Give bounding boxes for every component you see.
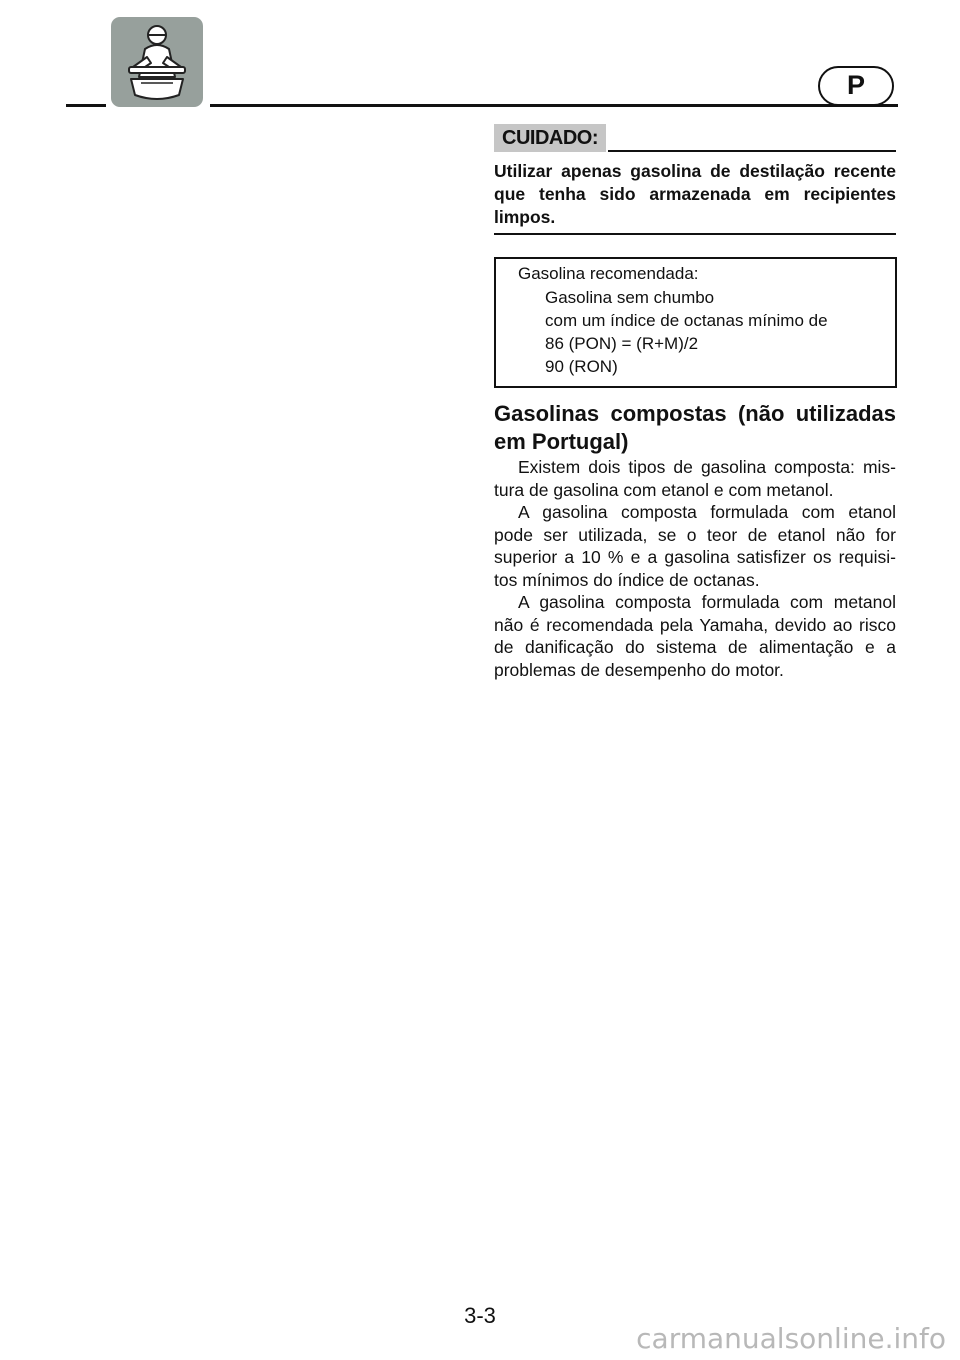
spec-line: com um índice de octanas mínimo de — [545, 311, 828, 330]
spec-title: Gasolina recomendada: — [518, 264, 699, 283]
caution-rule — [608, 150, 896, 152]
page-number: 3-3 — [464, 1303, 496, 1328]
watermark: carmanualsonline.info — [636, 1322, 946, 1355]
caution-label: CUIDADO: — [494, 124, 606, 152]
header-rule-right — [210, 104, 898, 107]
paragraph: Existem dois tipos de gasolina composta: mis-tura de gasolina com etanol e com metanol. — [494, 457, 896, 500]
paragraph: A gasolina composta formulada com etanol pode ser utilizada, se o teor de etanol não for superior a 10 % e a gasolina satisfizer os requisi-tos mínimos do índice de octanas. — [494, 502, 896, 590]
spec-box — [494, 257, 897, 388]
language-badge: P — [818, 66, 894, 106]
spec-line: 86 (PON) = (R+M)/2 — [545, 334, 699, 353]
spec-line: Gasolina sem chumbo — [545, 288, 715, 307]
section-heading: Gasolinas compostas (não utilizadas em Portugal) — [494, 401, 896, 454]
paragraph: A gasolina composta formulada com metanol não é recomendada pela Yamaha, devido ao risco de danificação do sistema de alimentação e a problemas de desempenho do motor. — [494, 592, 896, 680]
header-rule-left — [66, 104, 106, 107]
spec-line: 90 (RON) — [545, 357, 618, 376]
caution-bottom-rule — [494, 233, 896, 235]
jet-ski-rider-icon — [111, 17, 203, 107]
caution-text: Utilizar apenas gasolina de destilação recente que tenha sido armazenada em recipientes limpos. — [494, 161, 896, 227]
